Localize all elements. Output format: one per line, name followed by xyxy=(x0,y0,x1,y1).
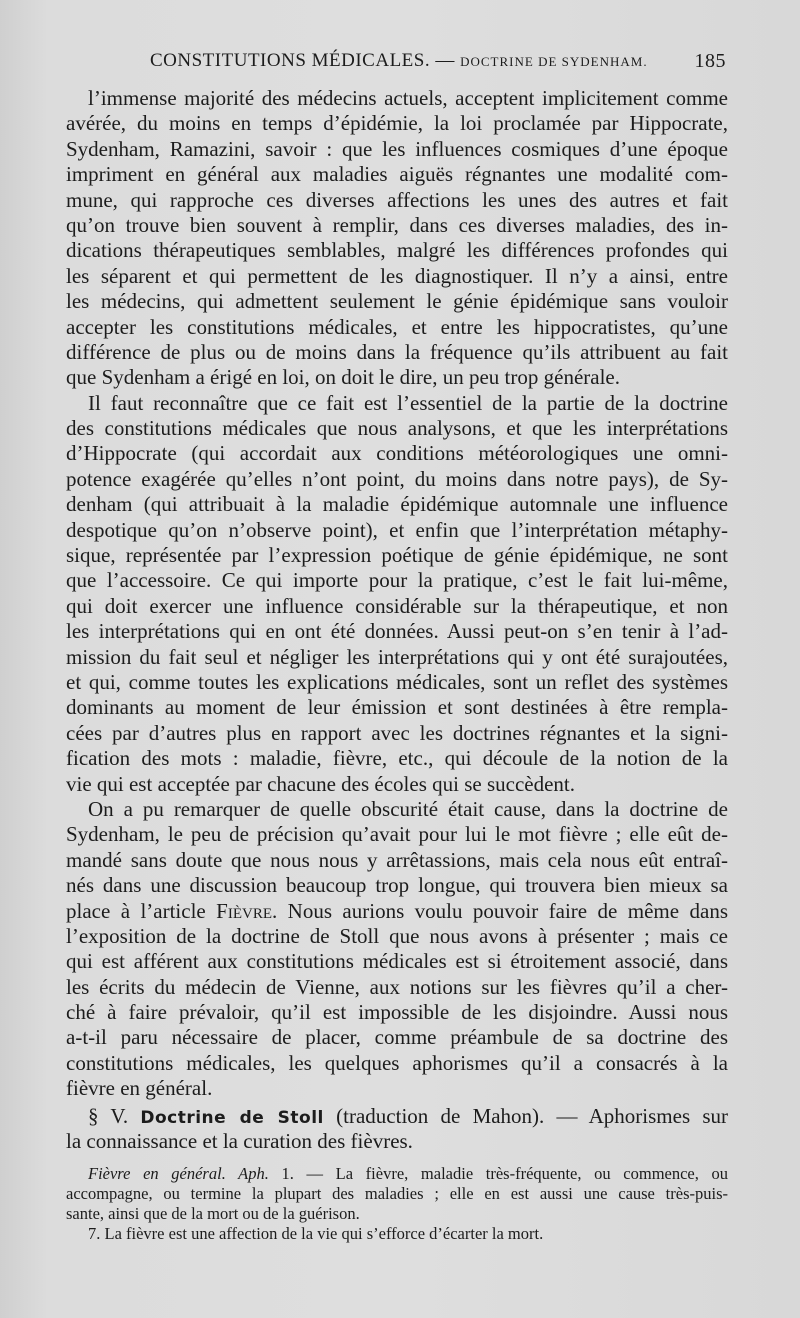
paragraph-2-line: Il faut reconnaître que ce fait est l’essentiel de la partie de la doctrine xyxy=(88,390,728,415)
paragraphs xyxy=(66,86,728,1102)
footnotes xyxy=(66,1164,728,1244)
section-heading xyxy=(66,1104,728,1155)
paragraph-1-line: mune, qui rapproche ces diverses affections les unes des autres et fait xyxy=(66,187,728,212)
paragraph-2-line: des constitutions médicales que nous analysons, et que les interprétations xyxy=(66,416,728,441)
paragraph-2-line: d’Hippocrate (qui accordait aux conditions météorologiques une omni- xyxy=(66,441,728,466)
paragraph-3-line: fièvre en général. xyxy=(66,1076,213,1101)
page-number: 185 xyxy=(694,50,726,72)
paragraph-3-line: mandé sans doute que nous nous y arrêtassions, mais cela nous eût entraî- xyxy=(66,847,728,872)
paragraph-1-line: que Sydenham a érigé en loi, on doit le dire, un peu trop générale. xyxy=(66,365,620,390)
paragraph-3-line: qui est afférent aux constitutions médicales est si étroitement associé, dans xyxy=(66,949,728,974)
paragraph-2-line: et qui, comme toutes les explications médicales, sont un reflet des systèmes xyxy=(66,669,728,694)
paragraph-1-line: différence de plus ou de moins dans la fréquence qu’ils attribuent au fait xyxy=(66,339,728,364)
footnote-italic-lead: Fièvre en général. Aph. xyxy=(88,1164,269,1183)
paragraph-3-line: nés dans une discussion beaucoup trop longue, qui trouvera bien mieux sa xyxy=(66,873,728,898)
paragraph-2-line: mission du fait seul et négliger les interprétations qui y ont été surajoutées, xyxy=(66,644,728,669)
running-header xyxy=(70,50,730,74)
header-dash: — xyxy=(435,50,455,71)
main-text xyxy=(66,86,728,1154)
paragraph-1-line: Sydenham, Ramazini, savoir : que les influences cosmiques d’une époque xyxy=(66,136,728,161)
article-reference: Fièvre. xyxy=(216,898,278,923)
header-title xyxy=(150,50,648,72)
paragraph-3-line: les écrits du médecin de Vienne, aux notions sur les fièvres qu’il a cher- xyxy=(66,974,728,999)
paragraph-3-line: l’exposition de la doctrine de Stoll que nous avons à présenter ; mais ce xyxy=(66,923,728,948)
section-heading-line-1 xyxy=(66,1104,728,1129)
paragraph-2-line: les interprétations qui en ont été données. Aussi peut-on s’en tenir à l’ad- xyxy=(66,619,728,644)
paragraph-3-line: a-t-il paru nécessaire de placer, comme préambule de sa doctrine des xyxy=(66,1025,728,1050)
paragraph-3-line: constitutions médicales, les quelques aphorismes qu’il a consacrés à la xyxy=(66,1050,728,1075)
header-title-main: CONSTITUTIONS MÉDICALES. xyxy=(150,50,431,71)
paragraph-1-line: qu’on trouve bien souvent à remplir, dans ces diverses maladies, des in- xyxy=(66,212,728,237)
paragraph-2-line: despotique qu’on n’observe point), et enfin que l’interprétation métaphy- xyxy=(66,517,728,542)
paragraph-1-line: l’immense majorité des médecins actuels, acceptent implicitement comme xyxy=(88,86,728,110)
paragraph-2-line: sique, représentée par l’expression poétique de génie épidémique, ne sont xyxy=(66,543,728,568)
paragraph-1-line: les médecins, qui admettent seulement le génie épidémique sans vouloir xyxy=(66,289,728,314)
paragraph-2-line: que l’accessoire. Ce qui importe pour la pratique, c’est le fait lui-même, xyxy=(66,568,728,593)
section-title-bold: Doctrine de Stoll xyxy=(140,1107,324,1128)
paragraph-1-line: impriment en général aux maladies aiguës régnantes une modalité com- xyxy=(66,162,728,187)
paragraph-3-line: ché à faire prévaloir, qu’il est impossible de les disjoindre. Aussi nous xyxy=(66,1000,728,1025)
paragraph-3-line: On a pu remarquer de quelle obscurité était cause, dans la doctrine de xyxy=(88,796,728,821)
section-symbol: § V. xyxy=(88,1103,129,1128)
header-title-small: DOCTRINE DE SYDENHAM. xyxy=(460,54,648,69)
footnote-line-1 xyxy=(66,1164,728,1184)
paragraph-3-line: place à l’article Fièvre. Nous aurions voulu pouvoir faire de même dans xyxy=(66,898,728,923)
paragraph-2-line: qui doit exercer une influence considérable sur la thérapeutique, et non xyxy=(66,593,728,618)
paragraph-1-line: les séparent et qui permettent de les diagnostiquer. Il n’y a ainsi, entre xyxy=(66,263,728,288)
paragraph-2-line: cées par d’autres plus en rapport avec les doctrines régnantes et la signi- xyxy=(66,720,728,745)
paragraph-1-line: accepter les constitutions médicales, et entre les hippocratistes, qu’une xyxy=(66,314,728,339)
paragraph-2-line: vie qui est acceptée par chacune des écoles qui se succèdent. xyxy=(66,771,576,796)
paragraph-1-line: avérée, du moins en temps d’épidémie, la loi proclamée par Hippocrate, xyxy=(66,111,728,136)
paragraph-1-line: dications thérapeutiques semblables, malgré les différences profondes qui xyxy=(66,238,728,263)
footnote-line-1-rest: 1. — La fièvre, maladie très-fréquente, ou commence, ou xyxy=(281,1164,729,1183)
paragraph-2-line: dominants au moment de leur émission et sont destinées à être rempla- xyxy=(66,695,728,720)
paragraph-3-line: Sydenham, le peu de précision qu’avait pour lui le mot fièvre ; elle eût de- xyxy=(66,822,728,847)
paragraph-2-line: denham (qui attribuait à la maladie épidémique automnale une influence xyxy=(66,492,728,517)
footnote-line-3: sante, ainsi que de la mort ou de la guérison. xyxy=(66,1204,360,1223)
footnote-line-4: 7. La fièvre est une affection de la vie qui s’efforce d’écarter la mort. xyxy=(88,1224,544,1243)
section-heading-rest: (traduction de Mahon). — Aphorismes sur xyxy=(336,1103,729,1128)
section-heading-line-2: la connaissance et la curation des fièvres. xyxy=(66,1129,413,1154)
paragraph-2-line: potence exagérée qu’elles n’ont point, du moins dans notre pays), de Sy- xyxy=(66,466,728,491)
paragraph-2-line: fication des mots : maladie, fièvre, etc., qui découle de la notion de la xyxy=(66,746,728,771)
footnote-line-2: accompagne, ou termine la plupart des maladies ; elle en est aussi une cause très-puis- xyxy=(66,1184,728,1203)
